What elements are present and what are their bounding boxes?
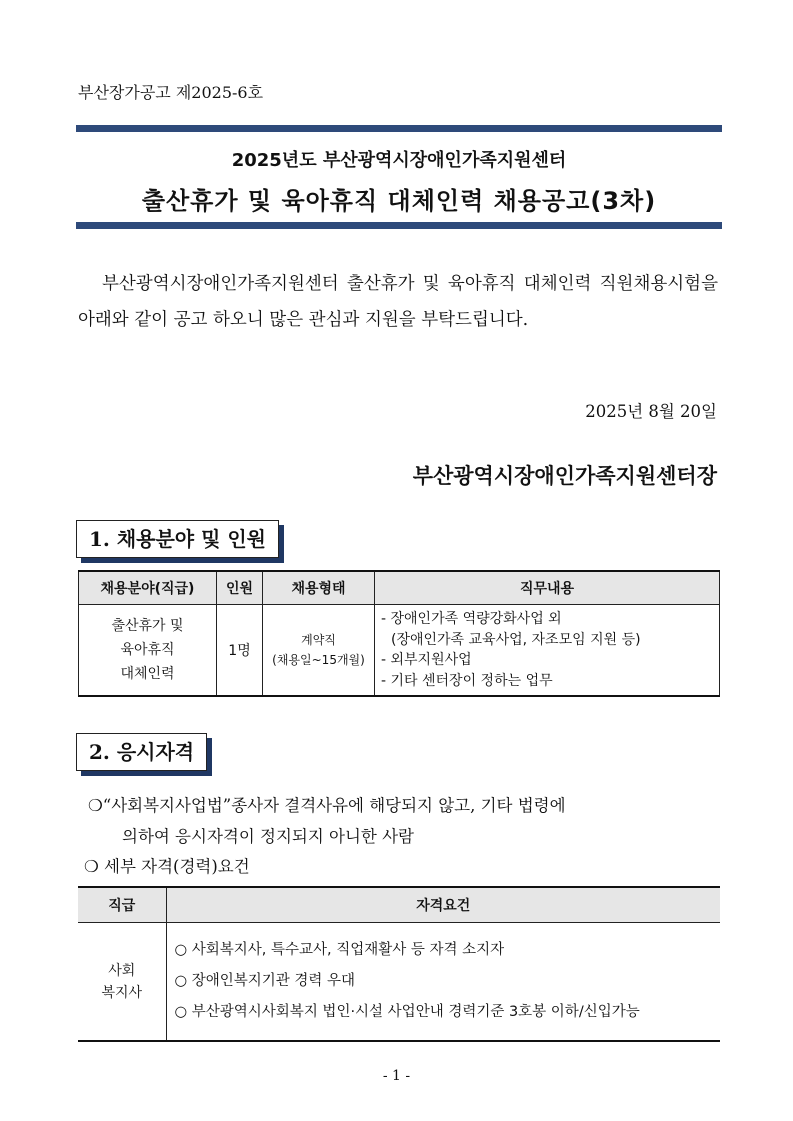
col-grade: 직급 xyxy=(78,887,166,923)
col-requirements: 자격요건 xyxy=(166,887,720,923)
announcement-date: 2025년 8월 20일 xyxy=(585,402,717,421)
duty-item: - 기타 센터장이 정하는 업무 xyxy=(381,672,553,689)
grade-cell: 사회 복지사 xyxy=(78,923,166,1042)
count-cell: 1명 xyxy=(217,605,263,697)
eligibility-bullet-line1: ❍“사회복지사업법”종사자 결격사유에 해당되지 않고, 기타 법령에 xyxy=(88,796,566,815)
recruitment-table xyxy=(78,570,720,697)
col-count: 인원 xyxy=(217,571,263,605)
requirement-item: ○ 장애인복지기관 경력 우대 xyxy=(174,973,356,989)
duty-item: - 외부지원사업 xyxy=(381,652,472,668)
title-bottom-bar xyxy=(76,222,722,229)
requirement-item: ○ 사회복지사, 특수교사, 직업재활사 등 자격 소지자 xyxy=(174,942,505,958)
requirements-cell xyxy=(166,923,720,1042)
detail-requirements-bullet: ❍ 세부 자격(경력)요건 xyxy=(84,857,250,876)
duties-cell xyxy=(375,605,720,697)
duty-item: (장애인가족 교육사업, 자조모임 지원 등) xyxy=(391,631,641,648)
qualification-table xyxy=(78,886,720,1042)
type-cell: 계약직 (채용일~15개월) xyxy=(263,605,375,697)
issuer-name: 부산광역시장애인가족지원센터장 xyxy=(412,463,717,488)
notice-number: 부산장가공고 제2025-6호 xyxy=(78,83,264,102)
requirement-item: ○ 부산광역시사회복지 법인·시설 사업안내 경력기준 3호봉 이하/신입가능 xyxy=(174,1004,640,1020)
duty-item: - 장애인가족 역량강화사업 외 xyxy=(381,611,562,627)
eligibility-bullet-line2: 의하여 응시자격이 정지되지 아니한 사람 xyxy=(122,827,414,846)
col-type: 채용형태 xyxy=(263,571,375,605)
section2-heading: 2. 응시자격 xyxy=(76,733,207,771)
section1-heading: 1. 채용분야 및 인원 xyxy=(76,520,279,558)
title-top-bar xyxy=(76,125,722,132)
title-line2: 출산휴가 및 육아휴직 대체인력 채용공고(3차) xyxy=(141,187,657,215)
page-number: - 1 - xyxy=(382,1068,411,1084)
col-field: 채용분야(직급) xyxy=(79,571,217,605)
intro-paragraph: 부산광역시장애인가족지원센터 출산휴가 및 육아휴직 대체인력 직원채용시험을 아래와 같이 공고 하오니 많은 관심과 지원을 부탁드립니다. xyxy=(78,274,718,330)
title-line1: 2025년도 부산광역시장애인가족지원센터 xyxy=(231,150,567,171)
col-duties: 직무내용 xyxy=(375,571,720,605)
field-cell: 출산휴가 및 육아휴직 대체인력 xyxy=(79,605,217,697)
